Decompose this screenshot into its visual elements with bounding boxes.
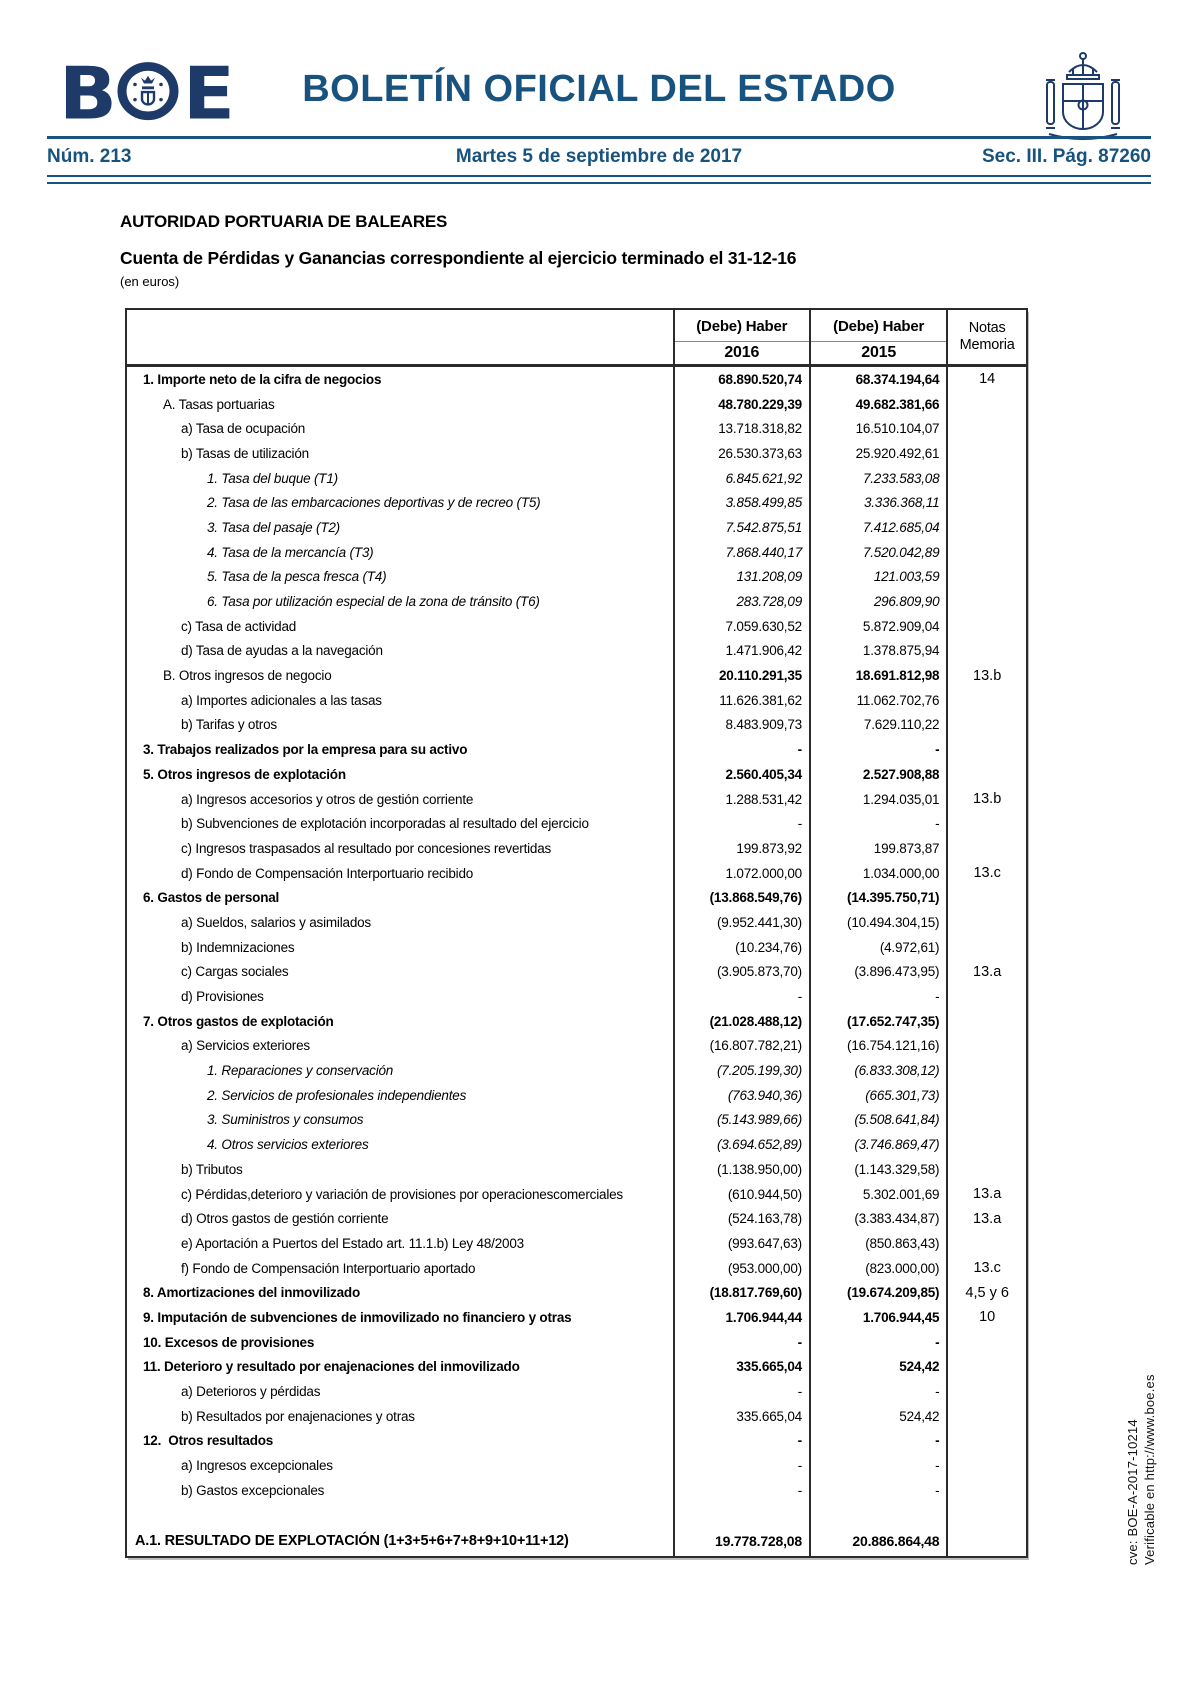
value-2015: 7.520.042,89 xyxy=(809,540,946,565)
nota-memoria xyxy=(946,490,1026,515)
boe-logo-letter-b: B xyxy=(59,50,113,136)
row-label: e) Aportación a Puertos del Estado art. 11.1.b) Ley 48/2003 xyxy=(181,1235,524,1251)
row-label: d) Tasa de ayudas a la navegación xyxy=(181,643,383,659)
table-row xyxy=(127,1231,1026,1256)
nota-memoria xyxy=(946,1083,1026,1108)
row-label: 10. Excesos de provisiones xyxy=(143,1334,315,1350)
notas-label: Notas xyxy=(968,320,1006,336)
boe-logo-letter-e: E xyxy=(182,50,231,136)
value-2015: (16.754.121,16) xyxy=(809,1034,946,1059)
table-row xyxy=(127,737,1026,762)
table-spacer-row xyxy=(127,1503,1026,1527)
row-label: 1. Tasa del buque (T1) xyxy=(207,470,338,486)
value-2015: - xyxy=(809,737,946,762)
nota-memoria xyxy=(946,762,1026,787)
value-2015: 20.886.864,48 xyxy=(809,1527,946,1556)
nota-memoria: 13.a xyxy=(946,1182,1026,1207)
nota-memoria xyxy=(946,713,1026,738)
value-2015: 1.706.944,45 xyxy=(809,1305,946,1330)
value-2015: 7.233.583,08 xyxy=(809,466,946,491)
nota-memoria xyxy=(946,910,1026,935)
table-row xyxy=(127,1108,1026,1133)
value-2016: (763.940,36) xyxy=(673,1083,809,1108)
header-rule-bottom xyxy=(47,175,1151,184)
row-label: f) Fondo de Compensación Interportuario aportado xyxy=(181,1260,476,1276)
value-2015: - xyxy=(809,1379,946,1404)
row-label: d) Fondo de Compensación Interportuario recibido xyxy=(181,865,474,881)
document-title: Cuenta de Pérdidas y Ganancias correspondiente al ejercicio terminado el 31-12-16 xyxy=(120,248,797,268)
value-2016: 26.530.373,63 xyxy=(673,441,809,466)
table-row xyxy=(127,1429,1026,1454)
value-2016: 7.868.440,17 xyxy=(673,540,809,565)
value-2016: - xyxy=(673,1453,809,1478)
value-2015: (1.143.329,58) xyxy=(809,1157,946,1182)
value-2015: 524,42 xyxy=(809,1404,946,1429)
value-2016: - xyxy=(673,1330,809,1355)
value-2016: 283.728,09 xyxy=(673,589,809,614)
table-row xyxy=(127,713,1026,738)
value-2015: 1.034.000,00 xyxy=(809,861,946,886)
organization-title: AUTORIDAD PORTUARIA DE BALEARES xyxy=(120,212,448,231)
nota-memoria: 13.b xyxy=(946,663,1026,688)
table-row xyxy=(127,1280,1026,1305)
row-label: a) Ingresos accesorios y otros de gestión corriente xyxy=(181,791,474,807)
value-2016: 199.873,92 xyxy=(673,836,809,861)
header-2016-cell xyxy=(673,310,809,364)
nota-memoria xyxy=(946,1132,1026,1157)
row-label: 5. Otros ingresos de explotación xyxy=(143,766,346,782)
value-2015: 121.003,59 xyxy=(809,565,946,590)
value-2015: 5.302.001,69 xyxy=(809,1182,946,1207)
value-2015: 2.527.908,88 xyxy=(809,762,946,787)
issue-date: Martes 5 de septiembre de 2017 xyxy=(455,146,743,167)
row-label: b) Gastos excepcionales xyxy=(181,1482,325,1498)
value-2015: 3.336.368,11 xyxy=(809,490,946,515)
value-2015: - xyxy=(809,811,946,836)
table-row xyxy=(127,1478,1026,1503)
nota-memoria: 14 xyxy=(946,367,1026,392)
row-label: 3. Trabajos realizados por la empresa para su activo xyxy=(143,742,468,758)
table-row xyxy=(127,836,1026,861)
nota-memoria xyxy=(946,1527,1026,1556)
nota-memoria xyxy=(946,1478,1026,1503)
nota-memoria xyxy=(946,1157,1026,1182)
row-label: a) Tasa de ocupación xyxy=(181,421,306,437)
value-2015: - xyxy=(809,1429,946,1454)
nota-memoria xyxy=(946,737,1026,762)
nota-memoria xyxy=(946,1058,1026,1083)
value-2016: (3.905.873,70) xyxy=(673,960,809,985)
value-2016: 6.845.621,92 xyxy=(673,466,809,491)
table-row xyxy=(127,861,1026,886)
nota-memoria xyxy=(946,1009,1026,1034)
nota-memoria: 10 xyxy=(946,1305,1026,1330)
value-2016: (1.138.950,00) xyxy=(673,1157,809,1182)
row-label: c) Tasa de actividad xyxy=(181,618,297,634)
value-2016: 1.471.906,42 xyxy=(673,639,809,664)
value-2016: (993.647,63) xyxy=(673,1231,809,1256)
row-label: 12. Otros resultados xyxy=(143,1433,274,1449)
row-label: a) Importes adicionales a las tasas xyxy=(181,692,382,708)
row-label: 8. Amortizaciones del inmovilizado xyxy=(143,1285,360,1301)
row-label: 4. Otros servicios exteriores xyxy=(207,1137,369,1153)
value-2016: 48.780.229,39 xyxy=(673,392,809,417)
value-2016: 2.560.405,34 xyxy=(673,762,809,787)
nota-memoria xyxy=(946,515,1026,540)
table-row xyxy=(127,1379,1026,1404)
table-row xyxy=(127,589,1026,614)
row-label: 5. Tasa de la pesca fresca (T4) xyxy=(207,569,387,585)
nota-memoria xyxy=(946,688,1026,713)
row-label: d) Provisiones xyxy=(181,989,264,1005)
value-2015: 11.062.702,76 xyxy=(809,688,946,713)
row-label: B. Otros ingresos de negocio xyxy=(163,668,332,684)
value-2015: - xyxy=(809,984,946,1009)
table-row xyxy=(127,392,1026,417)
nota-memoria xyxy=(946,935,1026,960)
table-row xyxy=(127,540,1026,565)
nota-memoria xyxy=(946,416,1026,441)
table-row xyxy=(127,466,1026,491)
value-2016: 8.483.909,73 xyxy=(673,713,809,738)
value-2016: 20.110.291,35 xyxy=(673,663,809,688)
header-label-cell xyxy=(127,310,673,364)
value-2016: (16.807.782,21) xyxy=(673,1034,809,1059)
table-row xyxy=(127,885,1026,910)
value-2016: (10.234,76) xyxy=(673,935,809,960)
value-2015: 296.809,90 xyxy=(809,589,946,614)
row-label: 7. Otros gastos de explotación xyxy=(143,1013,334,1029)
value-2016: (7.205.199,30) xyxy=(673,1058,809,1083)
table-row xyxy=(127,1330,1026,1355)
nota-memoria xyxy=(946,1034,1026,1059)
row-label: b) Tasas de utilización xyxy=(181,445,309,461)
value-2015: 16.510.104,07 xyxy=(809,416,946,441)
table-row xyxy=(127,639,1026,664)
value-2015: (3.383.434,87) xyxy=(809,1206,946,1231)
value-2016: (524.163,78) xyxy=(673,1206,809,1231)
nota-memoria: 13.b xyxy=(946,787,1026,812)
nota-memoria: 4,5 y 6 xyxy=(946,1280,1026,1305)
nota-memoria xyxy=(946,540,1026,565)
table-row xyxy=(127,984,1026,1009)
value-2015: 199.873,87 xyxy=(809,836,946,861)
value-2016: - xyxy=(673,1379,809,1404)
table-row xyxy=(127,490,1026,515)
value-2015: (6.833.308,12) xyxy=(809,1058,946,1083)
table-row xyxy=(127,614,1026,639)
value-2016: - xyxy=(673,737,809,762)
table-row xyxy=(127,663,1026,688)
value-2015: (850.863,43) xyxy=(809,1231,946,1256)
value-2016: 3.858.499,85 xyxy=(673,490,809,515)
row-label: 6. Gastos de personal xyxy=(143,890,280,906)
nota-memoria xyxy=(946,466,1026,491)
row-label: a) Servicios exteriores xyxy=(181,1038,310,1054)
cve-code: cve: BOE-A-2017-10214 xyxy=(1125,1419,1140,1565)
value-2015: 7.629.110,22 xyxy=(809,713,946,738)
nota-memoria xyxy=(946,1404,1026,1429)
header-notas-cell xyxy=(946,310,1026,364)
value-2015: 7.412.685,04 xyxy=(809,515,946,540)
document-subtitle: (en euros) xyxy=(120,274,180,289)
table-row xyxy=(127,1058,1026,1083)
row-label: b) Tributos xyxy=(181,1161,243,1177)
table-row xyxy=(127,441,1026,466)
value-2016: 68.890.520,74 xyxy=(673,367,809,392)
table-row xyxy=(127,1034,1026,1059)
nota-memoria xyxy=(946,565,1026,590)
value-2015: (5.508.641,84) xyxy=(809,1108,946,1133)
value-2015: 68.374.194,64 xyxy=(809,367,946,392)
table-row xyxy=(127,910,1026,935)
nota-memoria xyxy=(946,1503,1026,1527)
row-label: a) Sueldos, salarios y asimilados xyxy=(181,914,371,930)
table-row xyxy=(127,1182,1026,1207)
value-2015: 1.378.875,94 xyxy=(809,639,946,664)
nota-memoria xyxy=(946,1355,1026,1380)
memoria-label: Memoria xyxy=(959,337,1015,353)
nota-memoria: 13.c xyxy=(946,861,1026,886)
nota-memoria: 13.c xyxy=(946,1256,1026,1281)
value-2016: 7.059.630,52 xyxy=(673,614,809,639)
row-label: 1. Reparaciones y conservación xyxy=(207,1063,394,1079)
table-row xyxy=(127,1206,1026,1231)
value-2016: 1.072.000,00 xyxy=(673,861,809,886)
row-label: c) Pérdidas,deterioro y variación de provisiones por operacionescomerciales xyxy=(181,1186,623,1202)
value-2016: (3.694.652,89) xyxy=(673,1132,809,1157)
table-row xyxy=(127,762,1026,787)
nota-memoria xyxy=(946,639,1026,664)
value-2016: 1.288.531,42 xyxy=(673,787,809,812)
value-2015: - xyxy=(809,1478,946,1503)
table-row xyxy=(127,935,1026,960)
table-row xyxy=(127,1132,1026,1157)
value-2016: (13.868.549,76) xyxy=(673,885,809,910)
row-label: 2. Servicios de profesionales independientes xyxy=(207,1087,467,1103)
nota-memoria xyxy=(946,1453,1026,1478)
row-label: A.1. RESULTADO DE EXPLOTACIÓN (1+3+5+6+7+8+9+10+11+12) xyxy=(135,1533,569,1550)
value-2016: (18.817.769,60) xyxy=(673,1280,809,1305)
section-page: Sec. III. Pág. 87260 xyxy=(982,146,1151,167)
value-2016: - xyxy=(673,1478,809,1503)
row-label: b) Resultados por enajenaciones y otras xyxy=(181,1408,415,1424)
value-2015: (3.896.473,95) xyxy=(809,960,946,985)
value-2015: - xyxy=(809,1453,946,1478)
table-body xyxy=(127,367,1026,1556)
value-2015: 524,42 xyxy=(809,1355,946,1380)
value-2016: (21.028.488,12) xyxy=(673,1009,809,1034)
row-label: a) Ingresos excepcionales xyxy=(181,1458,333,1474)
value-2016: (5.143.989,66) xyxy=(673,1108,809,1133)
table-row xyxy=(127,515,1026,540)
value-2016: 1.706.944,44 xyxy=(673,1305,809,1330)
value-2015: 5.872.909,04 xyxy=(809,614,946,639)
date-band xyxy=(47,143,1151,171)
nota-memoria xyxy=(946,1108,1026,1133)
value-2016: (953.000,00) xyxy=(673,1256,809,1281)
value-2015: 25.920.492,61 xyxy=(809,441,946,466)
nota-memoria xyxy=(946,392,1026,417)
nota-memoria xyxy=(946,1379,1026,1404)
table-row xyxy=(127,367,1026,392)
value-2015: 1.294.035,01 xyxy=(809,787,946,812)
table-row xyxy=(127,960,1026,985)
value-2016: 335.665,04 xyxy=(673,1355,809,1380)
row-label: 9. Imputación de subvenciones de inmovilizado no financiero y otras xyxy=(143,1309,572,1325)
row-label: b) Indemnizaciones xyxy=(181,939,295,955)
table-row xyxy=(127,1157,1026,1182)
value-2015: (665.301,73) xyxy=(809,1083,946,1108)
verificable-url: Verificable en http://www.boe.es xyxy=(1142,1374,1157,1565)
row-label: A. Tasas portuarias xyxy=(163,396,275,412)
table-row xyxy=(127,1527,1026,1556)
value-2016: 11.626.381,62 xyxy=(673,688,809,713)
row-label: b) Tarifas y otros xyxy=(181,717,277,733)
row-label: 2. Tasa de las embarcaciones deportivas y de recreo (T5) xyxy=(207,495,541,511)
value-2016 xyxy=(673,1503,809,1527)
value-2015: 49.682.381,66 xyxy=(809,392,946,417)
table-row xyxy=(127,1404,1026,1429)
value-2016: - xyxy=(673,811,809,836)
table-header xyxy=(127,310,1026,367)
row-label: 3. Tasa del pasaje (T2) xyxy=(207,519,340,535)
table-row xyxy=(127,787,1026,812)
value-2015: (3.746.869,47) xyxy=(809,1132,946,1157)
value-2016: 335.665,04 xyxy=(673,1404,809,1429)
nota-memoria xyxy=(946,614,1026,639)
value-2015 xyxy=(809,1503,946,1527)
year-2015: 2015 xyxy=(861,344,897,361)
table-row xyxy=(127,1453,1026,1478)
row-label: 1. Importe neto de la cifra de negocios xyxy=(143,371,382,387)
row-label: c) Cargas sociales xyxy=(181,964,289,980)
table-row xyxy=(127,1256,1026,1281)
nota-memoria xyxy=(946,1330,1026,1355)
debe-haber-2015: (Debe) Haber xyxy=(811,310,946,342)
value-2016: 131.208,09 xyxy=(673,565,809,590)
value-2015: (823.000,00) xyxy=(809,1256,946,1281)
masthead xyxy=(47,50,1151,136)
value-2016: (610.944,50) xyxy=(673,1182,809,1207)
table-row xyxy=(127,811,1026,836)
spain-coat-of-arms-icon xyxy=(1043,50,1123,149)
nota-memoria xyxy=(946,885,1026,910)
value-2015: (17.652.747,35) xyxy=(809,1009,946,1034)
table-row xyxy=(127,565,1026,590)
row-label: a) Deterioros y pérdidas xyxy=(181,1384,321,1400)
row-label: 6. Tasa por utilización especial de la zona de tránsito (T6) xyxy=(207,594,540,610)
value-2015: (4.972,61) xyxy=(809,935,946,960)
masthead-title: BOLETÍN OFICIAL DEL ESTADO xyxy=(302,68,896,110)
nota-memoria xyxy=(946,441,1026,466)
value-2016: - xyxy=(673,1429,809,1454)
nota-memoria xyxy=(946,1231,1026,1256)
value-2016: - xyxy=(673,984,809,1009)
table-row xyxy=(127,1355,1026,1380)
year-2016: 2016 xyxy=(724,344,760,361)
value-2016: 7.542.875,51 xyxy=(673,515,809,540)
pnl-table xyxy=(125,308,1028,1558)
nota-memoria xyxy=(946,836,1026,861)
nota-memoria xyxy=(946,811,1026,836)
nota-memoria xyxy=(946,984,1026,1009)
issue-number: Núm. 213 xyxy=(47,146,132,167)
cve-sidebar xyxy=(1124,1320,1158,1565)
row-label xyxy=(127,1503,673,1527)
table-row xyxy=(127,1305,1026,1330)
row-label: 3. Suministros y consumos xyxy=(207,1112,364,1128)
row-label: c) Ingresos traspasados al resultado por concesiones revertidas xyxy=(181,840,552,856)
row-label: d) Otros gastos de gestión corriente xyxy=(181,1211,389,1227)
nota-memoria: 13.a xyxy=(946,1206,1026,1231)
table-row xyxy=(127,688,1026,713)
header-2015-cell xyxy=(809,310,946,364)
nota-memoria xyxy=(946,589,1026,614)
nota-memoria xyxy=(946,1429,1026,1454)
row-label: b) Subvenciones de explotación incorporadas al resultado del ejercicio xyxy=(181,816,589,832)
row-label: 4. Tasa de la mercancía (T3) xyxy=(207,544,374,560)
value-2016: 13.718.318,82 xyxy=(673,416,809,441)
value-2016: 19.778.728,08 xyxy=(673,1527,809,1556)
nota-memoria: 13.a xyxy=(946,960,1026,985)
table-row xyxy=(127,1009,1026,1034)
value-2015: - xyxy=(809,1330,946,1355)
value-2015: (14.395.750,71) xyxy=(809,885,946,910)
value-2015: (10.494.304,15) xyxy=(809,910,946,935)
table-row xyxy=(127,1083,1026,1108)
debe-haber-2016: (Debe) Haber xyxy=(675,310,809,342)
row-label: 11. Deterioro y resultado por enajenaciones del inmovilizado xyxy=(143,1359,520,1375)
value-2016: (9.952.441,30) xyxy=(673,910,809,935)
value-2015: (19.674.209,85) xyxy=(809,1280,946,1305)
value-2015: 18.691.812,98 xyxy=(809,663,946,688)
header-rule-top xyxy=(47,136,1151,139)
table-row xyxy=(127,416,1026,441)
